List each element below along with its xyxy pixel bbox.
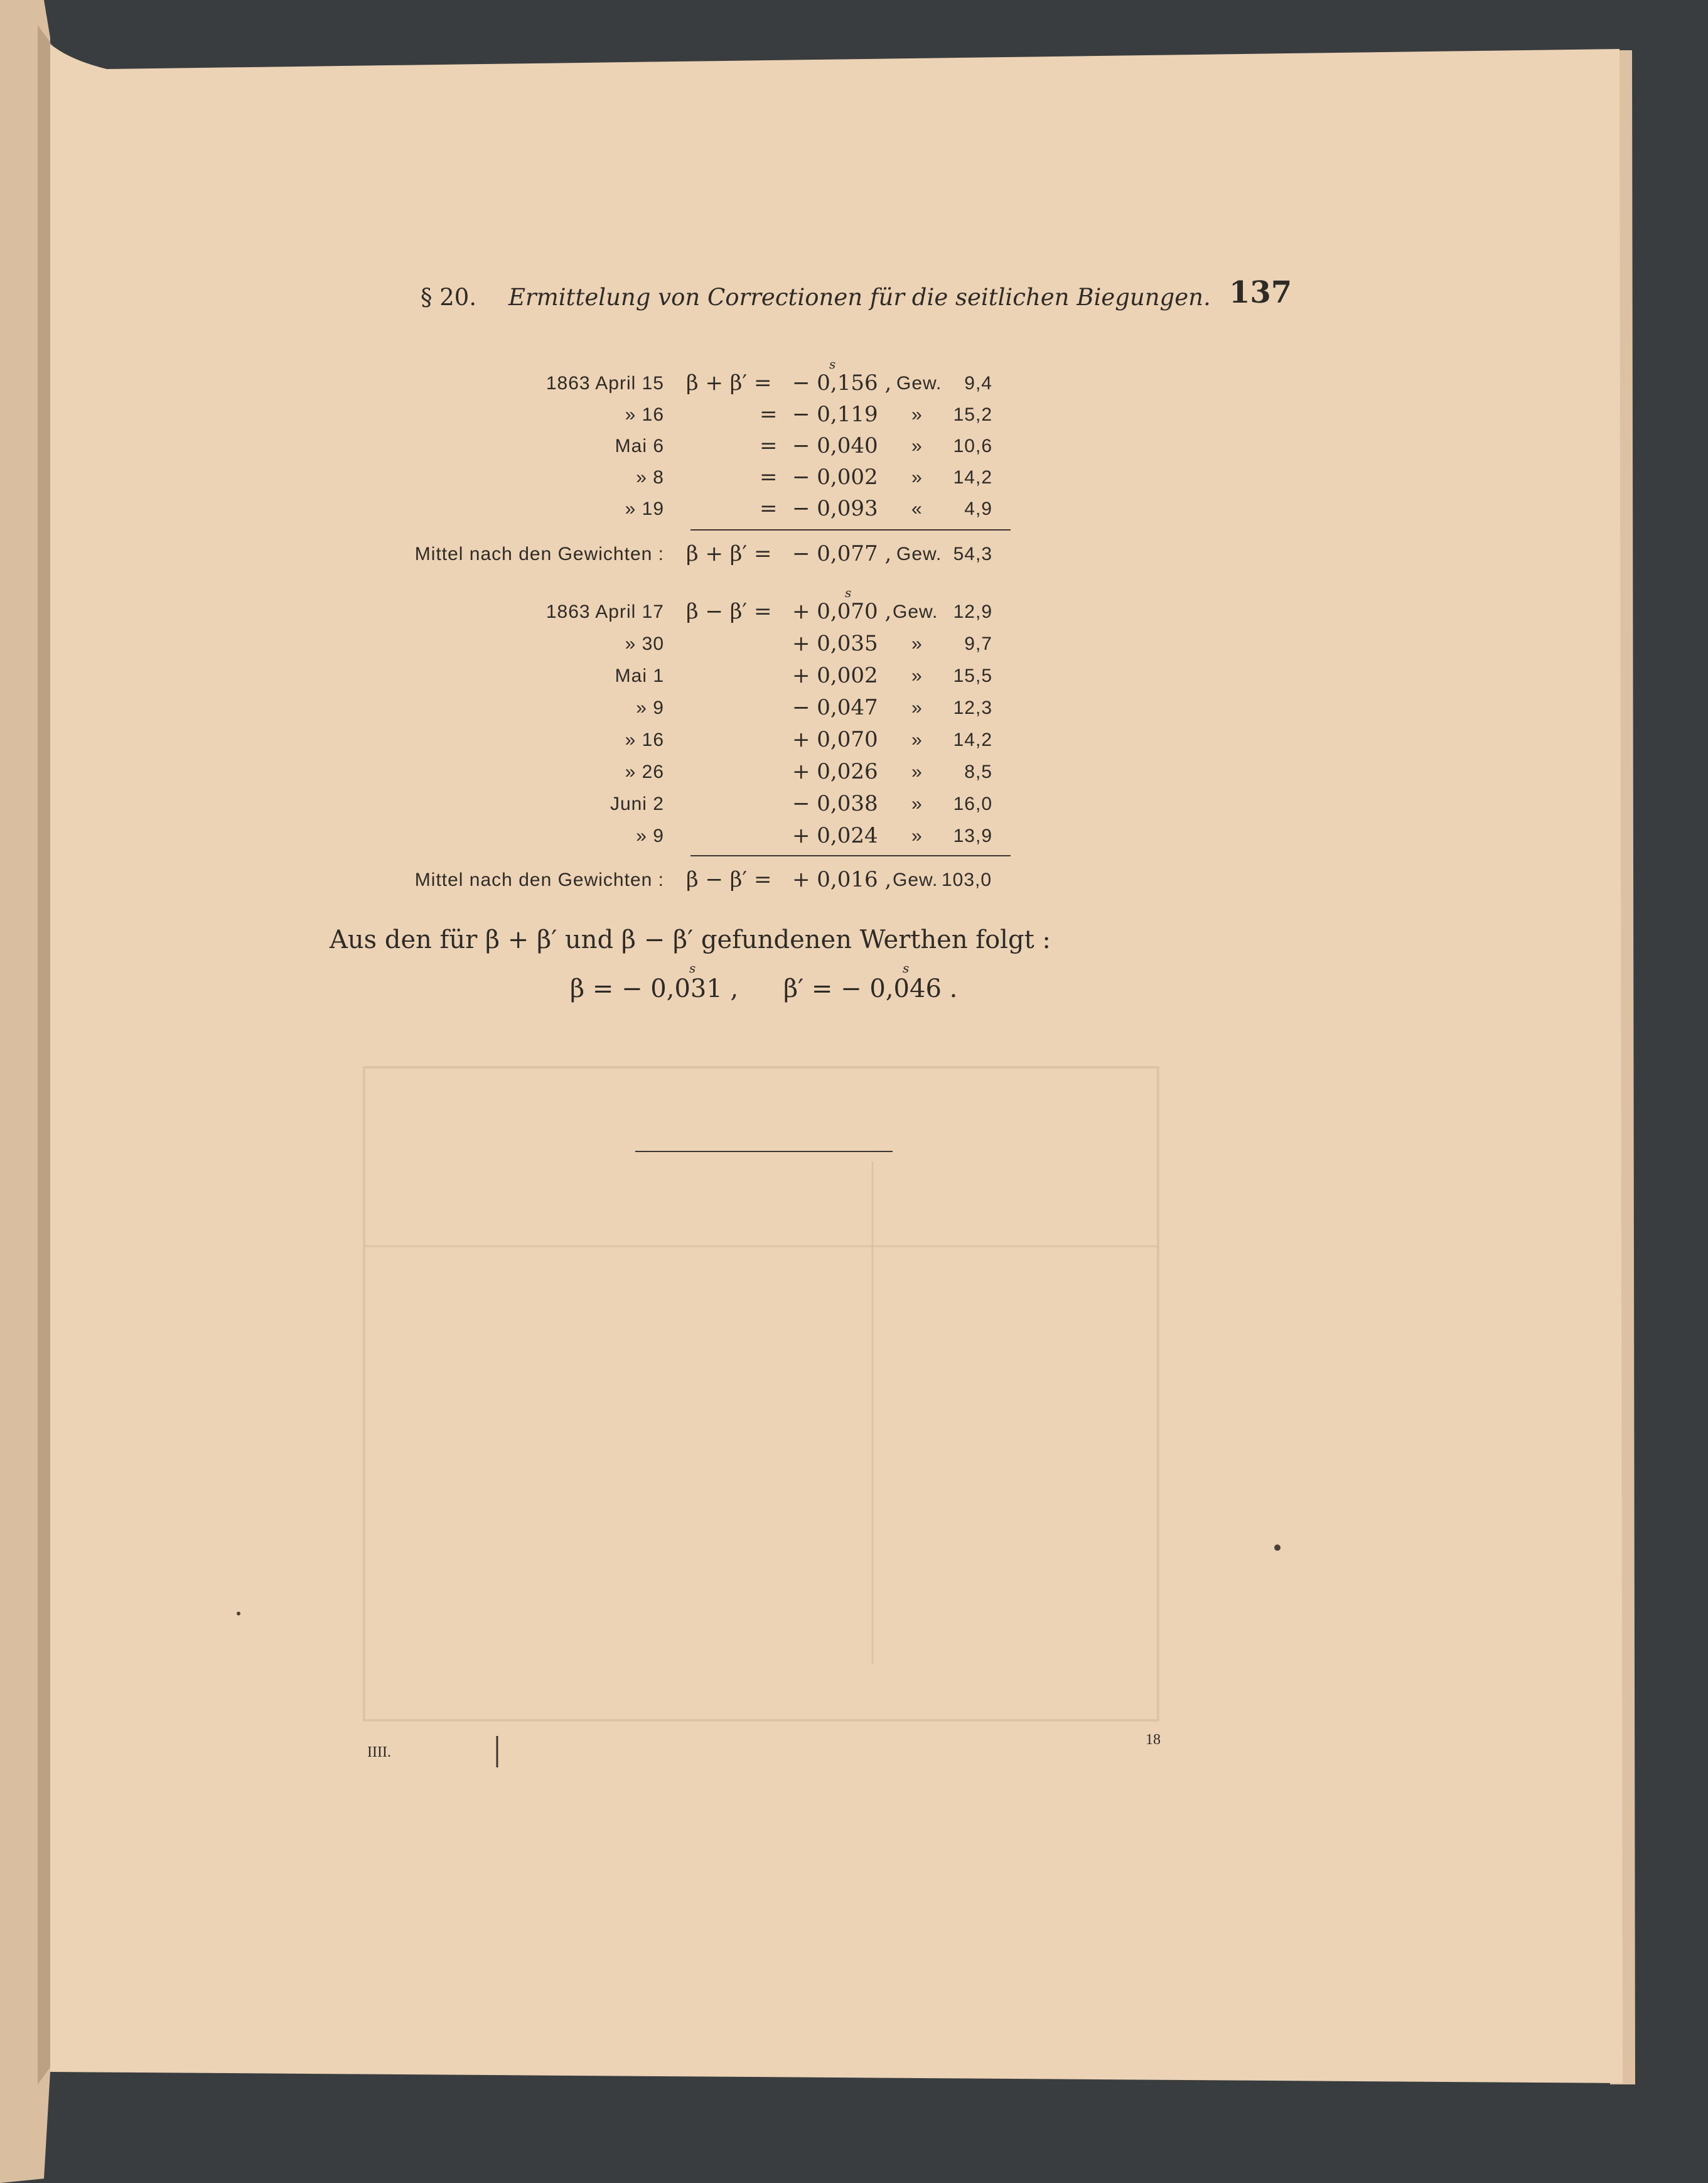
gew-cell: » (911, 633, 923, 654)
value-cell: − 0,047 (792, 695, 878, 720)
value-cell: − 0,156 , (792, 370, 892, 396)
gew-cell: » (911, 436, 923, 456)
date-cell: » 30 (625, 633, 664, 654)
gew-cell: « (911, 499, 923, 519)
conclusion-text: Aus den für β + β′ und β − β′ gefundenen Werthen folgt : (330, 925, 1051, 954)
weight-cell: 15,5 (953, 666, 992, 686)
value-cell: − 0,077 , (792, 541, 892, 566)
gew-cell: » (911, 404, 923, 425)
date-cell: » 19 (625, 499, 664, 519)
value-cell: + 0,035 (792, 631, 878, 656)
seconds-mark: s (845, 585, 852, 600)
date-cell: » 16 (625, 730, 664, 750)
closing-rule (635, 1151, 893, 1152)
signature-mark: IIII. (367, 1744, 391, 1760)
expression-cell: = (760, 433, 778, 458)
gew-cell: Gew. (896, 373, 942, 394)
value-cell: + 0,016 , (792, 867, 892, 892)
gew-cell: » (911, 467, 923, 488)
date-cell: » 9 (636, 826, 664, 846)
weight-cell: 14,2 (953, 467, 992, 488)
gew-cell: Gew. (896, 544, 942, 564)
gew-cell: » (911, 666, 923, 686)
seconds-mark: s (903, 961, 910, 976)
sheet-number: 18 (1146, 1732, 1161, 1748)
section-number: § 20. (421, 284, 477, 311)
value-cell: + 0,070 (792, 727, 878, 752)
expression-cell: β + β′ = (686, 541, 772, 566)
value-cell: − 0,002 (792, 465, 878, 490)
beta-result: β = − 0,031 , (570, 974, 739, 1003)
sum-rule (690, 855, 1011, 856)
date-cell: » 9 (636, 698, 664, 718)
value-cell: + 0,002 (792, 663, 878, 688)
date-cell: 1863 April 15 (545, 373, 664, 394)
gew-cell: Gew. (893, 870, 938, 890)
weight-cell: 10,6 (953, 436, 992, 456)
seconds-mark: s (689, 961, 696, 976)
expression-cell: β − β′ = (686, 867, 772, 892)
value-cell: − 0,093 (792, 496, 878, 521)
weight-cell: 103,0 (942, 870, 992, 890)
weight-cell: 54,3 (953, 544, 992, 564)
running-title: Ermittelung von Correctionen für die seitlichen Biegungen. (508, 284, 1211, 311)
weight-cell: 4,9 (964, 499, 992, 519)
expression-cell: β − β′ = (686, 599, 772, 624)
sum-rule (690, 529, 1011, 531)
weight-cell: 12,3 (953, 698, 992, 718)
value-cell: − 0,038 (792, 791, 878, 816)
gew-cell: » (911, 762, 923, 782)
expression-cell: = (760, 465, 778, 490)
weight-cell: 14,2 (953, 730, 992, 750)
seconds-mark: s (829, 357, 836, 372)
gew-cell: » (911, 826, 923, 846)
expression-cell: = (760, 402, 778, 427)
weight-cell: 9,4 (964, 373, 992, 394)
expression-cell: = (760, 496, 778, 521)
gew-cell: » (911, 794, 923, 814)
date-cell: Juni 2 (610, 794, 664, 814)
weight-cell: 12,9 (953, 601, 992, 622)
value-cell: + 0,024 (792, 823, 878, 848)
weight-cell: 13,9 (953, 826, 992, 846)
mean-label: Mittel nach den Gewichten : (414, 870, 664, 890)
gew-cell: Gew. (893, 601, 938, 622)
gew-cell: » (911, 730, 923, 750)
weight-cell: 15,2 (953, 404, 992, 425)
date-cell: Mai 1 (615, 666, 664, 686)
date-cell: » 8 (636, 467, 664, 488)
weight-cell: 9,7 (964, 633, 992, 654)
value-cell: + 0,026 (792, 759, 878, 784)
expression-cell: β + β′ = (686, 370, 772, 396)
value-cell: − 0,040 (792, 433, 878, 458)
date-cell: » 16 (625, 404, 664, 425)
value-cell: − 0,119 (792, 402, 878, 427)
weight-cell: 16,0 (953, 794, 992, 814)
gew-cell: » (911, 698, 923, 718)
date-cell: Mai 6 (615, 436, 664, 456)
beta-prime-result: β′ = − 0,046 . (783, 974, 958, 1003)
date-cell: 1863 April 17 (545, 601, 664, 622)
page-number: 137 (1229, 275, 1292, 310)
mean-label: Mittel nach den Gewichten : (414, 544, 664, 564)
date-cell: » 26 (625, 762, 664, 782)
weight-cell: 8,5 (964, 762, 992, 782)
value-cell: + 0,070 , (792, 599, 892, 624)
